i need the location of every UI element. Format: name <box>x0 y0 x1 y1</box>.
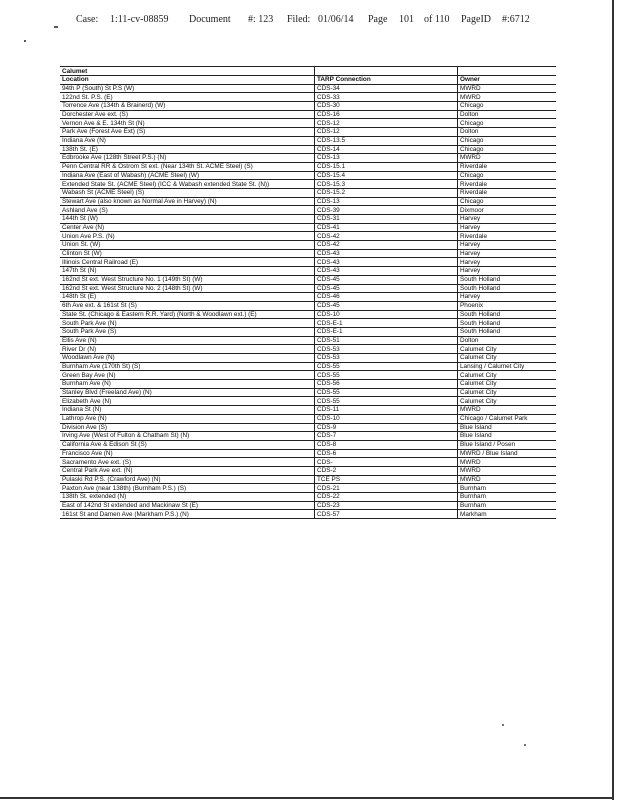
cell-tarp-connection: CDS-12 <box>315 119 458 128</box>
cell-tarp-connection: CDS-42 <box>315 241 458 250</box>
table-row <box>60 423 556 432</box>
table-row <box>60 475 556 484</box>
case-number: 1:11-cv-08859 <box>110 14 169 25</box>
cell-location: Union St. (W) <box>60 241 315 250</box>
table-row <box>60 162 556 171</box>
table-row <box>60 136 556 145</box>
cell-location: Elizabeth Ave (N) <box>60 397 315 406</box>
cell-tarp-connection: CDS-7 <box>315 432 458 441</box>
cell-owner: Riverdale <box>458 162 557 171</box>
cell-owner: Dolton <box>458 110 557 119</box>
cell-owner: Dixmoor <box>458 206 557 215</box>
filed-date: 01/06/14 <box>318 14 354 25</box>
table-row <box>60 362 556 371</box>
table-row <box>60 466 556 475</box>
cell-location: 147th St (N) <box>60 267 315 276</box>
table-row <box>60 84 556 93</box>
cell-owner: MWRD <box>458 154 557 163</box>
cell-location: Stewart Ave (also known as Normal Ave in Harvey) (N) <box>60 197 315 206</box>
cell-location: Ellis Ave (N) <box>60 336 315 345</box>
table-row <box>60 93 556 102</box>
table-header-row <box>60 76 556 85</box>
cell-location: Penn Central RR & Ostrom St ext. (Near 134th St. ACME Steel) (S) <box>60 162 315 171</box>
cell-tarp-connection: CDS-15.4 <box>315 171 458 180</box>
cell-owner: South Holland <box>458 275 557 284</box>
cell-tarp-connection: CDS-10 <box>315 414 458 423</box>
cell-owner: MWRD / Blue Island <box>458 449 557 458</box>
cell-tarp-connection: CDS-45 <box>315 275 458 284</box>
cell-owner: Blue Island <box>458 432 557 441</box>
cell-location: Indiana St (N) <box>60 406 315 415</box>
cell-tarp-connection: CDS-53 <box>315 345 458 354</box>
cell-owner: Harvey <box>458 293 557 302</box>
cell-tarp-connection: CDS-41 <box>315 223 458 232</box>
table-row <box>60 327 556 336</box>
table-row <box>60 267 556 276</box>
cell-location: Center Ave (N) <box>60 223 315 232</box>
table-row <box>60 102 556 111</box>
cell-location: Paxton Ave (near 138th) (Burnham P.S.) (S) <box>60 484 315 493</box>
cell-tarp-connection: CDS-8 <box>315 440 458 449</box>
table-row <box>60 197 556 206</box>
cell-owner: MWRD <box>458 406 557 415</box>
cell-tarp-connection: CDS-13.5 <box>315 136 458 145</box>
cell-owner: Harvey <box>458 241 557 250</box>
table-row <box>60 336 556 345</box>
page-edge-right <box>612 0 614 800</box>
page-label: Page <box>368 14 388 25</box>
table-row <box>60 371 556 380</box>
document-number: #: 123 <box>248 14 274 25</box>
cell-owner: South Holland <box>458 319 557 328</box>
cell-location: Woodlawn Ave (N) <box>60 354 315 363</box>
cell-location: Extended State St. (ACME Steel) (ICC & Wabash extended State St. (N)) <box>60 180 315 189</box>
cell-tarp-connection: CDS-53 <box>315 354 458 363</box>
cell-location: 144th St (W) <box>60 215 315 224</box>
document-label: Document <box>189 14 231 25</box>
cell-owner: Calumet City <box>458 371 557 380</box>
cell-owner: South Holland <box>458 284 557 293</box>
cell-location: Wabash St (ACME Steel) (S) <box>60 188 315 197</box>
cell-tarp-connection: CDS-55 <box>315 371 458 380</box>
page-of-total: of 110 <box>424 14 450 25</box>
cell-tarp-connection: CDS-57 <box>315 510 458 519</box>
cell-tarp-connection: CDS-10 <box>315 310 458 319</box>
cell-tarp-connection: CDS-39 <box>315 206 458 215</box>
table-row <box>60 110 556 119</box>
cell-tarp-connection: CDS-42 <box>315 232 458 241</box>
cell-location: Central Park Ave ext. (N) <box>60 466 315 475</box>
column-header-tarp-connection: TARP Connection <box>315 76 458 85</box>
cell-owner: Phoenix <box>458 301 557 310</box>
scan-speck <box>524 744 526 746</box>
table-row <box>60 119 556 128</box>
table-row <box>60 501 556 510</box>
cell-location: Stanley Blvd (Freeland Ave) (N) <box>60 388 315 397</box>
cell-location: Burnham Ave (170th St) (S) <box>60 362 315 371</box>
table-row <box>60 180 556 189</box>
cell-location: Indiana Ave (East of Wabash) (ACME Steel) (W) <box>60 171 315 180</box>
cell-owner: Dolton <box>458 336 557 345</box>
cell-tarp-connection: CDS-55 <box>315 388 458 397</box>
cell-location: South Park Ave (S) <box>60 327 315 336</box>
cell-owner: Chicago <box>458 119 557 128</box>
cell-tarp-connection: CDS-15.1 <box>315 162 458 171</box>
cell-tarp-connection: CDS-13 <box>315 154 458 163</box>
filed-label: Filed: <box>287 14 311 25</box>
page-number: 101 <box>399 14 414 25</box>
cell-owner: Harvey <box>458 267 557 276</box>
cell-location: Dorchester Ave ext. (S) <box>60 110 315 119</box>
cell-location: Park Ave (Forest Ave Ext) (S) <box>60 128 315 137</box>
cell-owner: South Holland <box>458 310 557 319</box>
cell-tarp-connection: CDS-33 <box>315 93 458 102</box>
column-header-owner: Owner <box>458 76 557 85</box>
page-edge-bottom <box>0 797 614 799</box>
cell-tarp-connection: CDS-46 <box>315 293 458 302</box>
table-row <box>60 510 556 519</box>
cell-location: 138th St. extended (N) <box>60 493 315 502</box>
table-row <box>60 440 556 449</box>
cell-tarp-connection: CDS-15.2 <box>315 188 458 197</box>
cell-owner: Calumet City <box>458 397 557 406</box>
cell-owner: Riverdale <box>458 188 557 197</box>
column-header-location: Location <box>60 76 315 85</box>
table-row <box>60 432 556 441</box>
cell-tarp-connection: CDS-55 <box>315 362 458 371</box>
cell-owner: MWRD <box>458 466 557 475</box>
cell-location: Ashland Ave (S) <box>60 206 315 215</box>
case-label: Case: <box>76 14 99 25</box>
cell-owner: South Holland <box>458 327 557 336</box>
cell-location: Union Ave P.S. (N) <box>60 232 315 241</box>
cell-owner: Blue Island / Posen <box>458 440 557 449</box>
cell-tarp-connection: CDS-56 <box>315 380 458 389</box>
table-row <box>60 458 556 467</box>
table-row <box>60 354 556 363</box>
table-row <box>60 215 556 224</box>
scan-mark <box>24 40 26 42</box>
cell-owner: Harvey <box>458 215 557 224</box>
cell-location: 162nd St ext. West Structure No. 1 (149th St) (W) <box>60 275 315 284</box>
cell-owner: Calumet City <box>458 380 557 389</box>
table-row <box>60 223 556 232</box>
cell-location: Pulaski Rd P.S. (Crawford Ave) (N) <box>60 475 315 484</box>
cell-location: 162nd St ext. West Structure No. 2 (148th St) (W) <box>60 284 315 293</box>
cell-location: Clinton St (W) <box>60 249 315 258</box>
cell-location: Vernon Ave & E. 134th St (N) <box>60 119 315 128</box>
cell-location: Indiana Ave (N) <box>60 136 315 145</box>
cell-owner: Riverdale <box>458 180 557 189</box>
cell-owner: Chicago <box>458 136 557 145</box>
cell-tarp-connection: CDS-13 <box>315 197 458 206</box>
table-row <box>60 406 556 415</box>
cell-owner: MWRD <box>458 84 557 93</box>
cell-tarp-connection: CDS-11 <box>315 406 458 415</box>
cell-tarp-connection: CDS- <box>315 458 458 467</box>
table-row <box>60 310 556 319</box>
pageid-label: PageID <box>461 14 491 25</box>
cell-location: California Ave & Edison St (S) <box>60 440 315 449</box>
cell-owner: Riverdale <box>458 232 557 241</box>
cell-tarp-connection: CDS-43 <box>315 267 458 276</box>
table-row <box>60 449 556 458</box>
cell-tarp-connection: CDS-22 <box>315 493 458 502</box>
cell-location: South Park Ave (N) <box>60 319 315 328</box>
cell-owner: Blue Island <box>458 423 557 432</box>
cell-tarp-connection: CDS-9 <box>315 423 458 432</box>
table-row <box>60 284 556 293</box>
cell-tarp-connection: CDS-E-1 <box>315 327 458 336</box>
cell-tarp-connection: CDS-14 <box>315 145 458 154</box>
table-row <box>60 484 556 493</box>
table-row <box>60 206 556 215</box>
table-row <box>60 319 556 328</box>
cell-location: 161st St and Damen Ave (Markham P.S.) (N) <box>60 510 315 519</box>
table-row <box>60 232 556 241</box>
pageid-number: #:6712 <box>502 14 530 25</box>
cell-owner: Burnham <box>458 493 557 502</box>
table-title: Calumet <box>60 67 315 76</box>
cell-location: East of 142nd St extended and Mackinaw St (E) <box>60 501 315 510</box>
table-title-row <box>60 67 556 76</box>
table-row <box>60 380 556 389</box>
cell-location: State St. (Chicago & Eastern R.R. Yard) (North & Woodlawn ext.) (E) <box>60 310 315 319</box>
table-row <box>60 301 556 310</box>
table-row <box>60 128 556 137</box>
table-row <box>60 493 556 502</box>
cell-tarp-connection: TCE PS <box>315 475 458 484</box>
table-row <box>60 397 556 406</box>
scan-mark <box>54 26 58 28</box>
table-row <box>60 145 556 154</box>
cell-tarp-connection: CDS-21 <box>315 484 458 493</box>
cell-owner: Dolton <box>458 128 557 137</box>
table-row <box>60 258 556 267</box>
table-row <box>60 388 556 397</box>
cell-location: Illinois Central Railroad (E) <box>60 258 315 267</box>
cell-location: 122nd St. P.S. (E) <box>60 93 315 102</box>
table-row <box>60 249 556 258</box>
court-filing-header <box>0 14 612 28</box>
cell-owner: MWRD <box>458 475 557 484</box>
cell-location: Torrence Ave (134th & Brainerd) (W) <box>60 102 315 111</box>
cell-tarp-connection: CDS-23 <box>315 501 458 510</box>
cell-location: Lathrop Ave (N) <box>60 414 315 423</box>
table-title-filler <box>458 67 557 76</box>
table-row <box>60 293 556 302</box>
cell-owner: Calumet City <box>458 388 557 397</box>
cell-location: Francisco Ave (N) <box>60 449 315 458</box>
cell-location: 94th P (South) St P.S (W) <box>60 84 315 93</box>
cell-owner: Chicago <box>458 102 557 111</box>
table-row <box>60 241 556 250</box>
cell-owner: Burnham <box>458 484 557 493</box>
cell-location: Division Ave (S) <box>60 423 315 432</box>
cell-location: Burnham Ave (N) <box>60 380 315 389</box>
cell-tarp-connection: CDS-31 <box>315 215 458 224</box>
cell-location: River Dr (N) <box>60 345 315 354</box>
cell-location: 138th St. (E) <box>60 145 315 154</box>
cell-owner: Burnham <box>458 501 557 510</box>
cell-tarp-connection: CDS-34 <box>315 84 458 93</box>
cell-tarp-connection: CDS-45 <box>315 301 458 310</box>
cell-tarp-connection: CDS-43 <box>315 249 458 258</box>
table-body <box>60 67 556 519</box>
cell-owner: Harvey <box>458 223 557 232</box>
cell-owner: Calumet City <box>458 345 557 354</box>
cell-tarp-connection: CDS-45 <box>315 284 458 293</box>
cell-location: Irving Ave (West of Fulton & Chatham St) (N) <box>60 432 315 441</box>
cell-owner: Harvey <box>458 258 557 267</box>
cell-owner: Calumet City <box>458 354 557 363</box>
cell-tarp-connection: CDS-12 <box>315 128 458 137</box>
cell-tarp-connection: CDS-2 <box>315 466 458 475</box>
cell-tarp-connection: CDS-16 <box>315 110 458 119</box>
cell-tarp-connection: CDS-E-1 <box>315 319 458 328</box>
cell-owner: Lansing / Calumet City <box>458 362 557 371</box>
scan-speck <box>502 724 504 726</box>
cell-owner: Chicago <box>458 197 557 206</box>
cell-tarp-connection: CDS-55 <box>315 397 458 406</box>
table-row <box>60 188 556 197</box>
cell-tarp-connection: CDS-30 <box>315 102 458 111</box>
cell-owner: Chicago / Calumet Park <box>458 414 557 423</box>
cell-location: Edbrooke Ave (128th Street P.S.) (N) <box>60 154 315 163</box>
table-title-filler <box>315 67 458 76</box>
table-row <box>60 345 556 354</box>
cell-tarp-connection: CDS-6 <box>315 449 458 458</box>
cell-owner: MWRD <box>458 93 557 102</box>
cell-owner: Harvey <box>458 249 557 258</box>
table-row <box>60 154 556 163</box>
cell-tarp-connection: CDS-43 <box>315 258 458 267</box>
cell-location: Green Bay Ave (N) <box>60 371 315 380</box>
cell-location: 6th Ave ext. & 161st St (S) <box>60 301 315 310</box>
cell-owner: Markham <box>458 510 557 519</box>
cell-location: 148th St (E) <box>60 293 315 302</box>
cell-location: Sacramento Ave ext. (S) <box>60 458 315 467</box>
table-row <box>60 414 556 423</box>
cell-owner: Chicago <box>458 145 557 154</box>
cell-tarp-connection: CDS-51 <box>315 336 458 345</box>
tarp-connections-table <box>60 66 556 519</box>
cell-owner: Chicago <box>458 171 557 180</box>
table-row <box>60 275 556 284</box>
cell-tarp-connection: CDS-15.3 <box>315 180 458 189</box>
table-row <box>60 171 556 180</box>
cell-owner: MWRD <box>458 458 557 467</box>
